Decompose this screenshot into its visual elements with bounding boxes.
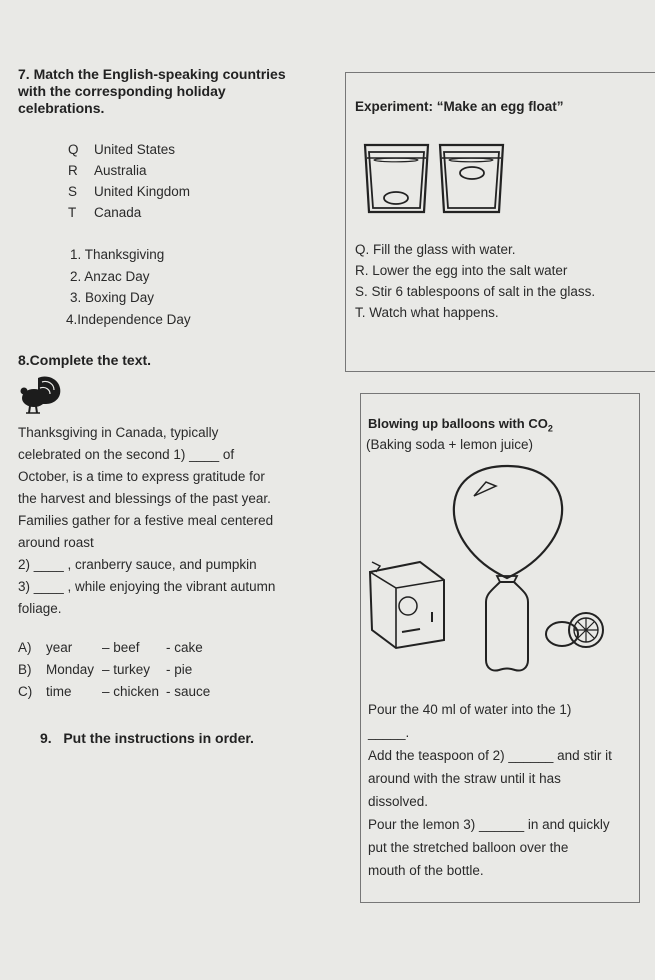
country-letter: T: [68, 205, 77, 220]
experiment-step: Q. Fill the glass with water.: [355, 242, 516, 257]
option-c: - pie: [166, 662, 193, 677]
q7-title-line-2: with the corresponding holiday: [18, 83, 226, 99]
q8-line: around roast: [18, 535, 94, 550]
glasses-illustration: [360, 140, 510, 218]
option-a: time: [46, 684, 72, 699]
balloon-instructions: [368, 702, 612, 886]
lemon-icon: [546, 613, 603, 647]
option-row: [18, 662, 210, 684]
q7-title-line-3: celebrations.: [18, 100, 105, 116]
q8-line: Thanksgiving in Canada, typically: [18, 425, 219, 440]
experiment-steps: [355, 242, 595, 326]
country-item: [68, 184, 190, 205]
option-b: – beef: [102, 640, 140, 655]
q8-line: celebrated on the second 1) ____ of: [18, 447, 235, 462]
baking-soda-box-icon: [370, 562, 444, 648]
holiday-list: [66, 247, 191, 333]
country-name: Canada: [94, 205, 142, 220]
country-letter: Q: [68, 142, 79, 157]
balloon-instruction-line: put the stretched balloon over the: [368, 840, 569, 855]
country-item: [68, 142, 190, 163]
balloon-instruction-line: mouth of the bottle.: [368, 863, 484, 878]
balloon-subtitle: (Baking soda + lemon juice): [366, 437, 533, 452]
experiment-step: S. Stir 6 tablespoons of salt in the glass.: [355, 284, 596, 299]
balloon-title-subscript: 2: [547, 423, 553, 434]
q9-title: 9. Put the instructions in order.: [40, 730, 254, 746]
country-name: Australia: [94, 163, 147, 178]
glass-left: [365, 145, 428, 212]
q8-line: 2) ____ , cranberry sauce, and pumpkin: [18, 557, 257, 572]
egg-left: [384, 192, 408, 204]
option-row: [18, 640, 210, 662]
q8-title: 8.Complete the text.: [18, 352, 152, 368]
option-b: – chicken: [102, 684, 160, 699]
balloon-instruction-line: dissolved.: [368, 794, 429, 809]
option-label: B): [18, 662, 32, 677]
balloon-box-right-border: [639, 393, 640, 903]
option-a: year: [46, 640, 73, 655]
country-name: United Kingdom: [94, 184, 191, 199]
country-letter: R: [68, 163, 78, 178]
balloon-box-left-border: [360, 393, 361, 903]
balloon-instruction-line: Add the teaspoon of 2) ______ and stir it: [368, 748, 612, 763]
country-list: [68, 142, 190, 226]
balloon-title: [368, 415, 553, 438]
balloon-box-bottom-border: [360, 902, 640, 903]
balloon-instruction-line: around with the straw until it has: [368, 771, 561, 786]
option-label: C): [18, 684, 33, 699]
q8-line: 3) ____ , while enjoying the vibrant autumn: [18, 579, 276, 594]
country-item: [68, 205, 190, 226]
experiment-title: Experiment: “Make an egg float”: [355, 99, 564, 114]
q8-paragraph: [18, 422, 318, 620]
balloon-icon: [454, 466, 562, 582]
q7-title: [18, 66, 286, 117]
q8-line: October, is a time to express gratitude for: [18, 469, 265, 484]
balloon-instruction-line: Pour the 40 ml of water into the 1): [368, 702, 572, 717]
holiday-item: 1. Thanksgiving: [70, 247, 165, 262]
q8-line: Families gather for a festive meal centered: [18, 513, 274, 528]
holiday-item: 4.Independence Day: [66, 311, 191, 327]
balloon-instruction-line: _____.: [368, 725, 410, 740]
option-c: - cake: [166, 640, 203, 655]
option-a: Monday: [46, 662, 95, 677]
balloon-box-top-border: [360, 393, 640, 394]
option-b: – turkey: [102, 662, 151, 677]
balloon-instruction-line: Pour the lemon 3) ______ in and quickly: [368, 817, 610, 832]
q8-options: [18, 640, 210, 706]
balloon-title-text: Blowing up balloons with CO: [368, 416, 548, 431]
country-letter: S: [68, 184, 78, 199]
experiment-box-left-border: [345, 72, 346, 372]
glass-right: [440, 145, 503, 212]
country-name: United States: [94, 142, 176, 157]
top-right-rule: [345, 72, 655, 73]
bottle-icon: [486, 582, 528, 671]
option-row: [18, 684, 210, 706]
holiday-item: 2. Anzac Day: [70, 268, 150, 284]
egg-right: [460, 167, 484, 179]
turkey-icon: [18, 374, 64, 414]
holiday-item: 3. Boxing Day: [70, 290, 155, 305]
country-item: [68, 163, 190, 184]
option-label: A): [18, 640, 32, 655]
experiment-step: T. Watch what happens.: [355, 305, 499, 320]
q7-title-line-1: 7. Match the English-speaking countries: [18, 66, 286, 82]
q8-line: foliage.: [18, 601, 62, 616]
experiment-box-bottom-border: [345, 371, 655, 372]
option-c: - sauce: [166, 684, 211, 699]
q8-line: the harvest and blessings of the past year.: [18, 491, 271, 506]
balloon-illustration: [362, 462, 638, 682]
experiment-step: R. Lower the egg into the salt water: [355, 263, 568, 278]
